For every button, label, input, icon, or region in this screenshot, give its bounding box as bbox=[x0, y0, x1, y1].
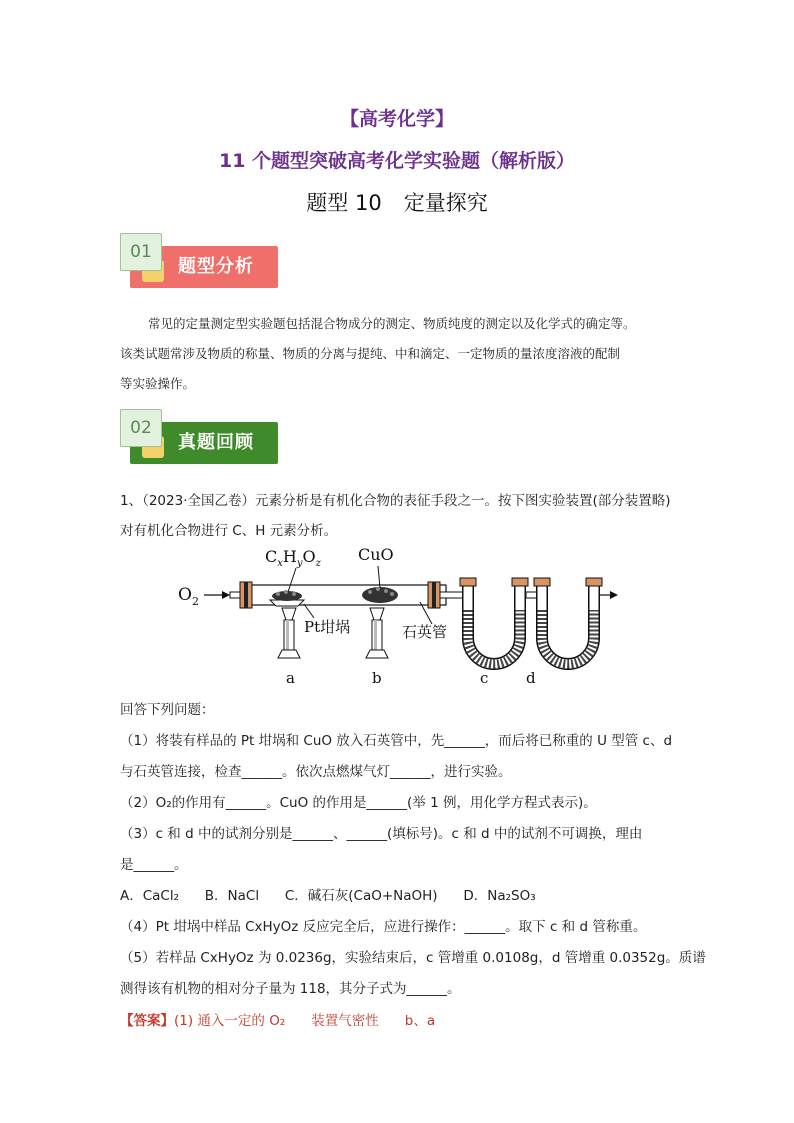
answer-part-1: (1) 通入一定的 O₂ bbox=[174, 1013, 286, 1029]
badge-label: 真题回顾 bbox=[178, 432, 254, 453]
intro-line-3: 等实验操作。 bbox=[120, 376, 196, 391]
apparatus-diagram bbox=[170, 538, 620, 698]
sub-question-3b: 是______。 bbox=[120, 857, 188, 873]
subtitle-topic: 定量探究 bbox=[403, 191, 488, 215]
sub-question-3a: （3）c 和 d 中的试剂分别是______、______(填标号)。c 和 d 中的试剂不可调换，理由 bbox=[120, 826, 643, 842]
o2-label: $O_2$ bbox=[178, 585, 199, 608]
label-b: b bbox=[372, 669, 382, 687]
answer-key: 【答案】 bbox=[120, 1013, 174, 1029]
quartz-tube-label: 石英管 bbox=[402, 623, 448, 641]
cuo-label: CuO bbox=[358, 545, 394, 564]
burner-b-head bbox=[370, 608, 384, 620]
doc-category-title: 【高考化学】 bbox=[339, 108, 454, 130]
sub-question-5a: （5）若样品 CxHyOz 为 0.0236g，实验结束后，c 管增重 0.0108g，d 管增重 0.0352g。质谱 bbox=[120, 950, 706, 966]
burner-b-base bbox=[366, 650, 388, 658]
section-badge-review bbox=[120, 409, 280, 473]
left-stopper-band bbox=[244, 582, 248, 608]
answer-line bbox=[120, 1009, 435, 1029]
u-tube-d bbox=[534, 578, 602, 664]
sub-question-1a: （1）将装有样品的 Pt 坩埚和 CuO 放入石英管中，先______，而后将已称重的 U 型管 c、d bbox=[120, 733, 673, 749]
burner-a-head bbox=[282, 608, 296, 620]
o2-arrowhead bbox=[222, 591, 230, 599]
question-stem-2: 对有机化合物进行 C、H 元素分析。 bbox=[120, 523, 338, 539]
sub-question-5b: 测得该有机物的相对分子量为 118，其分子式为______。 bbox=[120, 981, 461, 997]
sub-question-2: （2）O₂的作用有______。CuO 的作用是______(举 1 例，用化学方程式表示)。 bbox=[120, 795, 597, 811]
badge-label: 题型分析 bbox=[178, 256, 254, 277]
sample-formula-label: $C_xH_yO_z$ bbox=[265, 547, 321, 569]
doc-main-title: 11 个题型突破高考化学实验题（解析版） bbox=[218, 150, 576, 172]
label-c: c bbox=[480, 669, 489, 687]
badge-number: 02 bbox=[120, 409, 162, 447]
answer-options: A．CaCl₂ B．NaCl C．碱石灰(CaO+NaOH) D．Na₂SO₃ bbox=[120, 888, 536, 904]
sub-question-1b: 与石英管连接，检查______。依次点燃煤气灯______，进行实验。 bbox=[120, 764, 512, 780]
section-badge-analysis bbox=[120, 233, 280, 297]
label-a: a bbox=[286, 669, 295, 687]
answer-prompt: 回答下列问题： bbox=[120, 702, 215, 718]
badge-number: 01 bbox=[120, 233, 162, 271]
label-d: d bbox=[526, 669, 536, 687]
question-stem-1: 1、（2023·全国乙卷）元素分析是有机化合物的表征手段之一。按下图实验装置(部分装置略) bbox=[120, 493, 671, 509]
intro-line-1: 常见的定量测定型实验题包括混合物成分的测定、物质纯度的测定以及化学式的确定等。 bbox=[148, 316, 636, 331]
burner-a-base bbox=[278, 650, 300, 658]
u-tube-c bbox=[460, 578, 528, 664]
doc-subtitle bbox=[0, 187, 794, 217]
answer-part-2: 装置气密性 bbox=[311, 1013, 379, 1029]
answer-part-3: b、a bbox=[404, 1013, 436, 1029]
outlet-arrowhead bbox=[610, 591, 618, 599]
sub-question-4: （4）Pt 坩埚中样品 CxHyOz 反应完全后，应进行操作：______。取下 c 和 d 管称重。 bbox=[120, 919, 647, 935]
intro-line-2: 该类试题常涉及物质的称量、物质的分离与提纯、中和滴定、一定物质的量浓度溶液的配制 bbox=[120, 346, 621, 361]
right-stopper-band bbox=[432, 582, 436, 608]
subtitle-type: 题型 10 bbox=[306, 191, 382, 215]
pt-crucible-label: Pt坩埚 bbox=[304, 618, 351, 636]
